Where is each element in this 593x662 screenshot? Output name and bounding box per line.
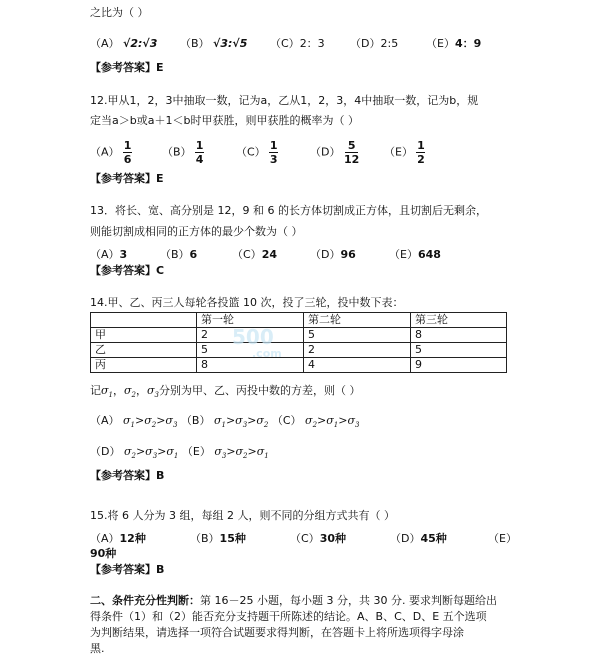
section2-line1: 二、条件充分性判断：第 16－25 小题，每小题 3 分，共 30 分. 要求判断每题给出: [90, 594, 497, 607]
section2-line3: 为判断结果，请选择一项符合试题要求得判断，在答题卡上将所选项得字母涂: [90, 626, 464, 639]
q14-answer: 【参考答案】B: [90, 469, 165, 482]
table-cell: 5: [411, 343, 507, 358]
q11-option-c: （C）2：3: [270, 37, 325, 50]
q14-option-a: （A） $\sigma_1>\sigma_2>\sigma_3$: [90, 414, 178, 430]
q14-option-b: （B） $\sigma_1>\sigma_3>\sigma_2$: [180, 414, 269, 430]
q13-option-c: （C）24: [232, 248, 277, 261]
table-cell: 9: [411, 358, 507, 373]
q14-options-row1: [90, 414, 359, 432]
table-cell: [91, 313, 197, 328]
q11-answer: 【参考答案】E: [90, 61, 164, 74]
q14-options-row2: [90, 445, 269, 463]
section2-line4: 黑.: [90, 642, 105, 655]
q12-option-d: （D） $\frac{5}{12}$: [310, 139, 360, 166]
q13-answer: 【参考答案】C: [90, 264, 165, 277]
q11-option-d: （D）2:5: [350, 37, 399, 50]
table-cell: 4: [304, 358, 411, 373]
table-cell: 8: [197, 358, 304, 373]
q14-option-d: （D） $\sigma_2>\sigma_3>\sigma_1$: [90, 445, 179, 461]
q13-option-a: （A）3: [90, 248, 128, 261]
q12-option-e: （E） $\frac{1}{2}$: [384, 139, 425, 166]
q12-option-a: （A） $\frac{1}{6}$: [90, 139, 132, 166]
table-cell: 第一轮: [197, 313, 304, 328]
q15-option-d: （D）45种: [390, 532, 447, 545]
table-cell: 甲: [91, 328, 197, 343]
table-cell: 5: [304, 328, 411, 343]
table-cell: 丙: [91, 358, 197, 373]
table-cell: 5: [197, 343, 304, 358]
q13-option-b: （B）6: [160, 248, 198, 261]
q15-stem: 15.将 6 人分为 3 组，每组 2 人，则不同的分组方式共有（ ）: [90, 509, 395, 522]
q12-stem-line2: 定当a＞b或a＋1＜b时甲获胜，则甲获胜的概率为（ ）: [90, 114, 359, 127]
table-cell: 乙: [91, 343, 197, 358]
q15-option-e: （E）: [488, 532, 517, 545]
q11-option-b: （B） √3:√5: [180, 37, 248, 50]
q14-variance-line: 记$\sigma_1$，$\sigma_2$，$\sigma_3$分别为甲、乙、丙投中数的方差，则（ ）: [90, 384, 361, 400]
q13-option-d: （D）96: [310, 248, 356, 261]
table-cell: 第二轮: [304, 313, 411, 328]
q12-option-c: （C） $\frac{1}{3}$: [236, 139, 278, 166]
q15-option-e-value: 90种: [90, 547, 117, 560]
q14-stem: 14.甲、乙、丙三人每轮各投篮 10 次，投了三轮，投中数下表：: [90, 296, 404, 309]
watermark-logo-icon: [230, 322, 310, 362]
q13-stem-line2: 则能切割成相同的正方体的最少个数为（ ）: [90, 225, 303, 238]
q13-option-e: （E）648: [389, 248, 441, 261]
q11-option-e: （E）4：9: [426, 37, 482, 50]
q14-option-e: （E） $\sigma_3>\sigma_2>\sigma_1$: [181, 445, 269, 461]
svg-text:500: 500: [232, 325, 274, 349]
q12-answer: 【参考答案】E: [90, 172, 164, 185]
svg-text:.com: .com: [252, 347, 282, 360]
q11-option-a: （A） √2:√3: [90, 37, 158, 50]
section2-line2: 得条件（1）和（2）能否充分支持题干所陈述的结论。A、B、C、D、E 五个选项: [90, 610, 487, 623]
table-cell: 2: [197, 328, 304, 343]
table-cell: 2: [304, 343, 411, 358]
q11-stem-tail: 之比为（ ）: [90, 6, 149, 19]
q12-option-b: （B） $\frac{1}{4}$: [162, 139, 204, 166]
q15-option-c: （C）30种: [290, 532, 346, 545]
table-cell: 8: [411, 328, 507, 343]
q13-stem-line1: 13．将长、宽、高分别是 12，9 和 6 的长方体切割成正方体，且切割后无剩余，: [90, 204, 487, 217]
q15-answer: 【参考答案】B: [90, 563, 165, 576]
q15-option-a: （A）12种: [90, 532, 146, 545]
q12-stem-line1: 12.甲从1，2，3中抽取一数，记为a，乙从1，2，3，4中抽取一数，记为b，规: [90, 94, 479, 107]
section-title: 二、条件充分性判断：: [90, 594, 200, 607]
q15-option-b: （B）15种: [190, 532, 246, 545]
table-cell: 第三轮: [411, 313, 507, 328]
q14-option-c: （C） $\sigma_2>\sigma_1>\sigma_3$: [271, 414, 360, 430]
